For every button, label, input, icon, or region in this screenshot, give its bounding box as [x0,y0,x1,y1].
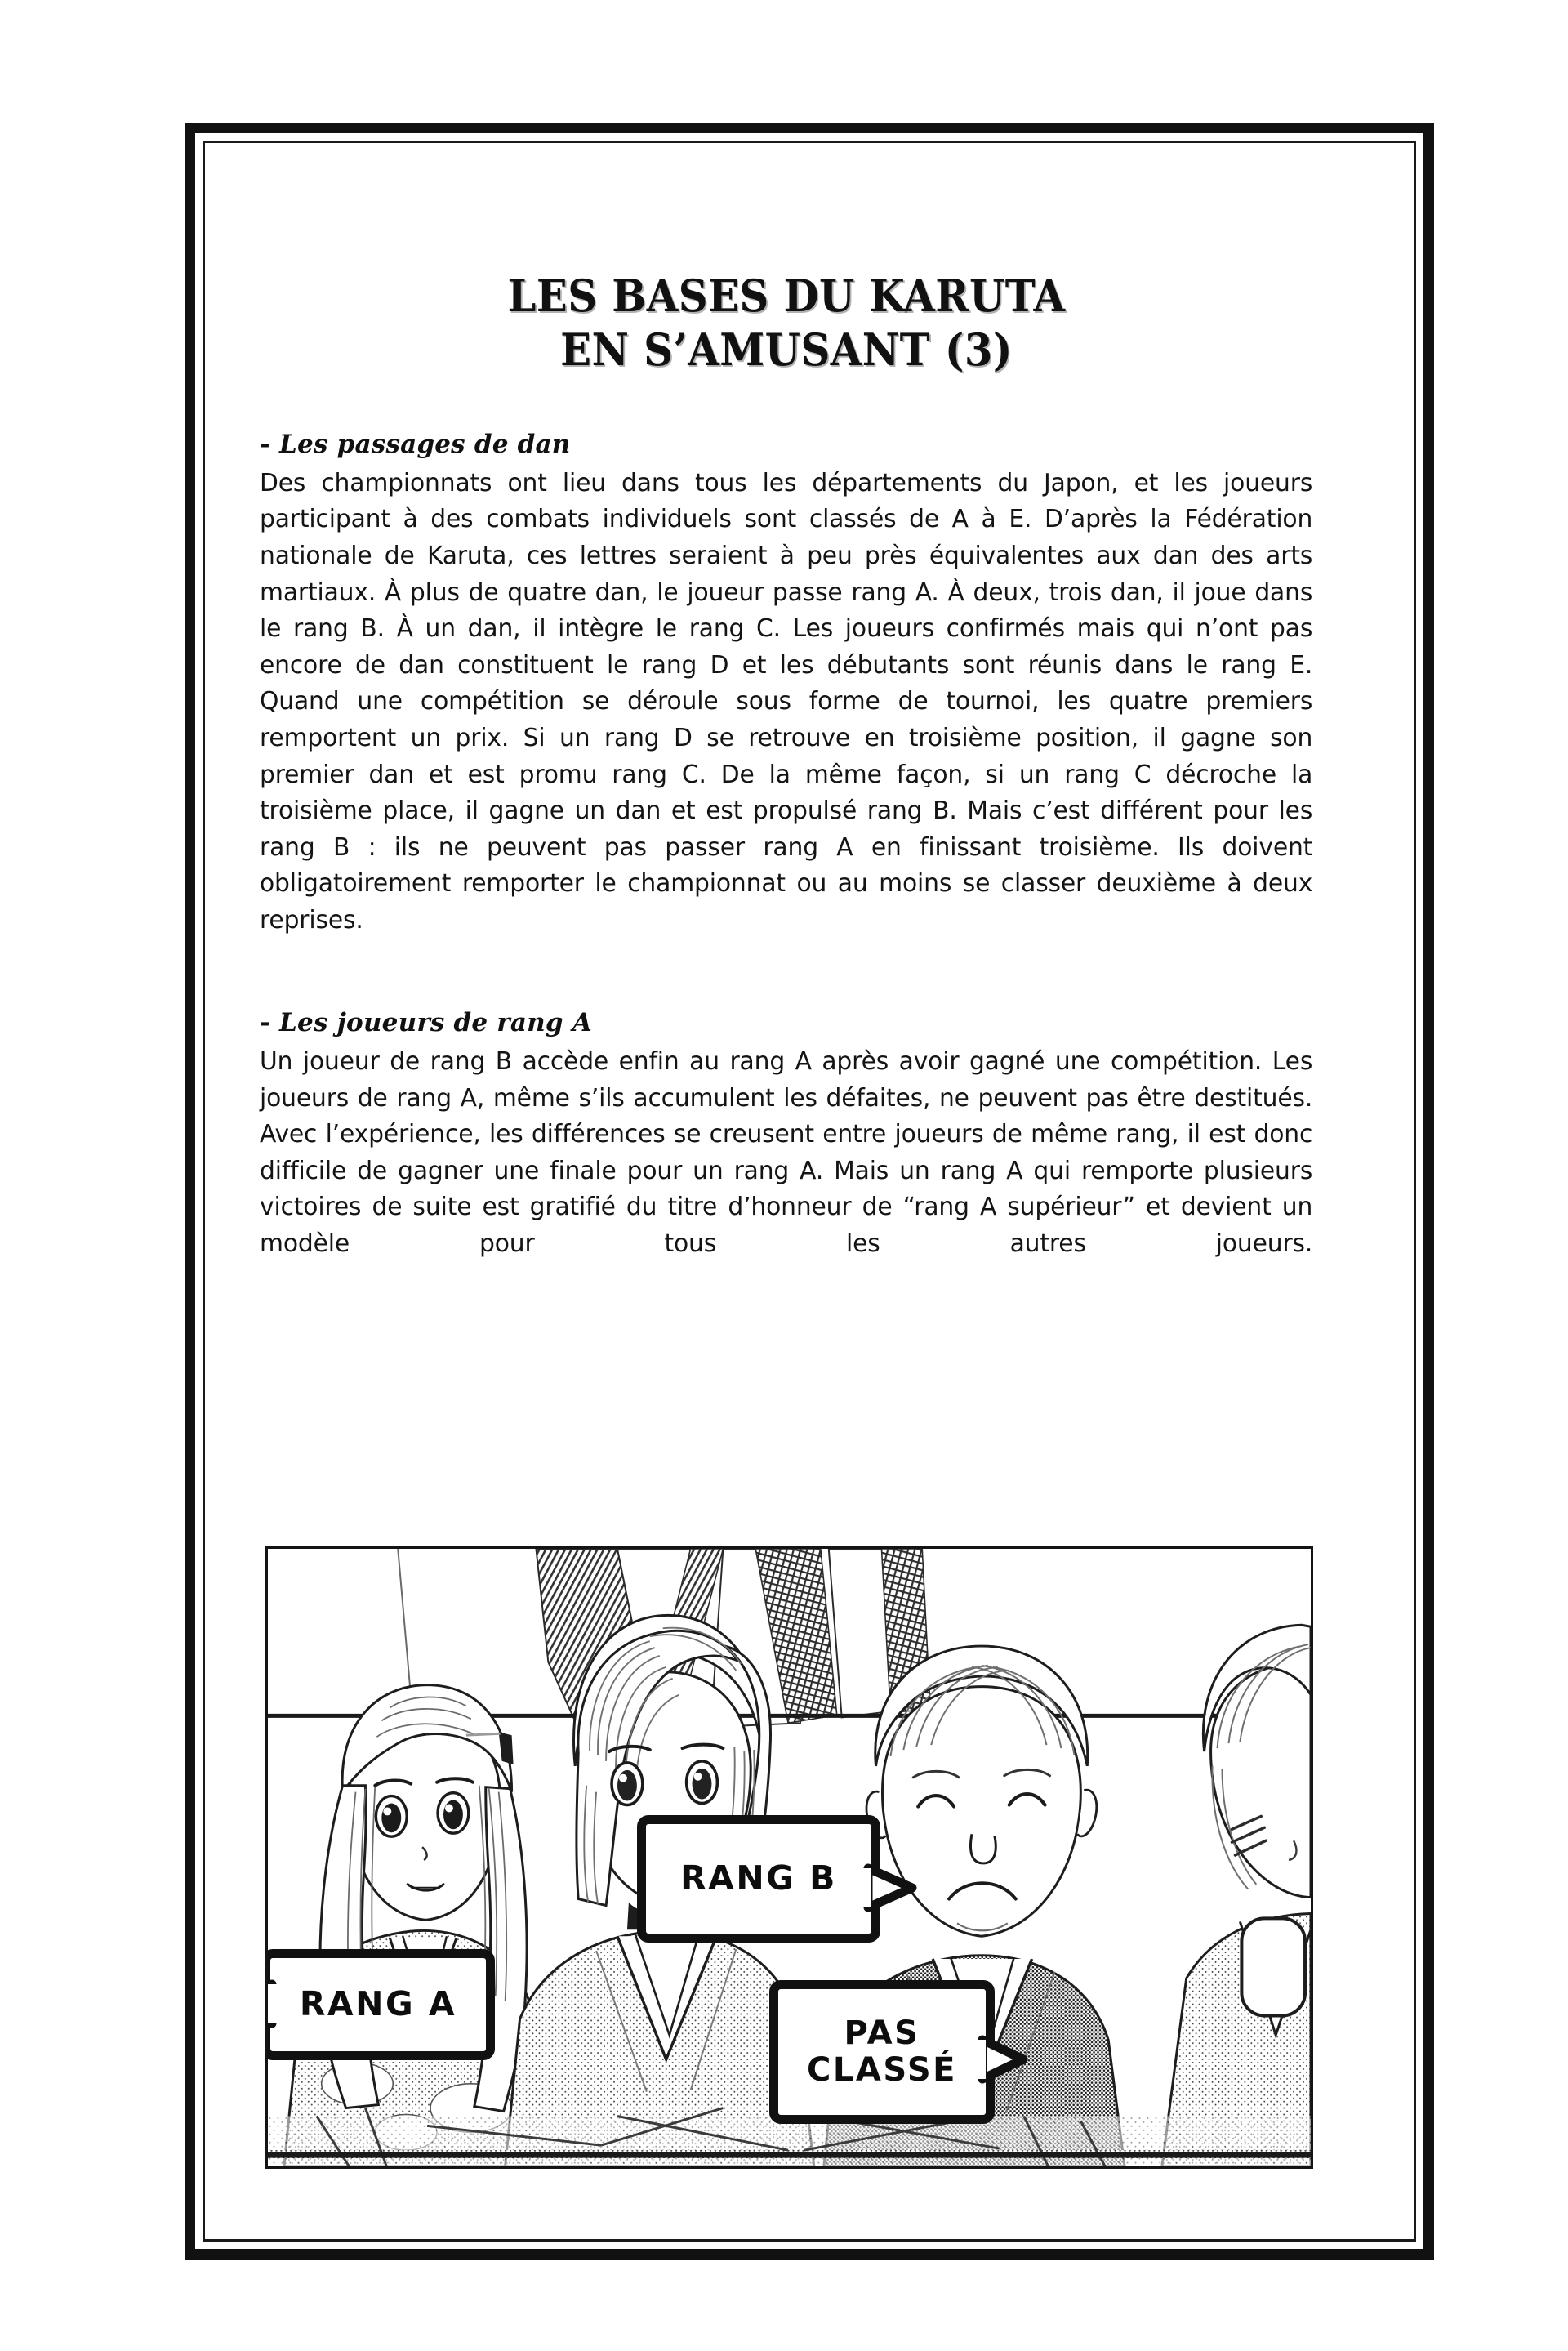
speech-balloon-rang-a [265,1949,495,2060]
balloon-text: RANG B [680,1858,837,1898]
section-heading: - Les joueurs de rang A [260,1008,592,1038]
page-title [260,270,1313,377]
speech-balloon-pas-classe [769,1980,995,2124]
section-body: Un joueur de rang B accède enfin au rang A après avoir gagné une compétition. Les joueurs de rang A, même s’ils accumulent les défaites, ne peuvent pas être destitués. Avec l’expérience, les différences se creusent entre joueurs de même rang, il est donc difficile de gagner une finale pour un rang A. Mais un rang A qui remporte plusieurs victoires de suite est gratifié du titre d’honneur de “rang A supérieur” et devient un modèle pour tous les autres joueurs. [260,1047,1313,1259]
article-content [260,270,1313,1299]
section-joueurs-de-rang-a [260,1008,1313,1299]
balloon-text-line-2: CLASSÉ [807,2051,957,2089]
section-passages-de-dan [260,430,1313,975]
manga-panel [265,1546,1313,2169]
section-body: Des championnats ont lieu dans tous les départements du Japon, et les joueurs participant à des combats individuels sont classés de A à E. D’après la Fédération nationale de Karuta, ces lettres seraient à peu près équivalentes aux dan des arts martiaux. À plus de quatre dan, le joueur passe rang A. À deux, trois dan, il joue dans le rang B. À un dan, il intègre le rang C. Les joueurs confirmés mais qui n’ont pas encore de dan constituent le rang D et les débutants sont réunis dans le rang E. Quand une compétition se déroule sous forme de tournoi, les quatre premiers remportent un prix. Si un rang D se retrouve en troisième position, il gagne son premier dan et est promu rang C. De la même façon, si un rang C décroche la troisième place, il gagne un dan et est propulsé rang B. Mais c’est différent pour les rang B : ils ne peuvent pas passer rang A en finissant troisième. Ils doivent obligatoirement remporter le championnat ou au moins se classer deuxième à deux reprises. [260,468,1313,935]
balloon-tail-icon [982,2038,1028,2084]
balloon-tail-icon [868,1867,917,1912]
speech-balloon-rang-b [637,1815,880,1943]
balloon-text-line-1: PAS [844,2014,920,2053]
title-line-1: LES BASES DU KARUTA [507,270,1066,322]
section-heading: - Les passages de dan [260,429,571,459]
balloon-text: RANG A [299,1984,457,2024]
title-line-2: EN S’AMUSANT (3) [560,323,1013,376]
balloon-tail-icon [265,1983,277,2028]
